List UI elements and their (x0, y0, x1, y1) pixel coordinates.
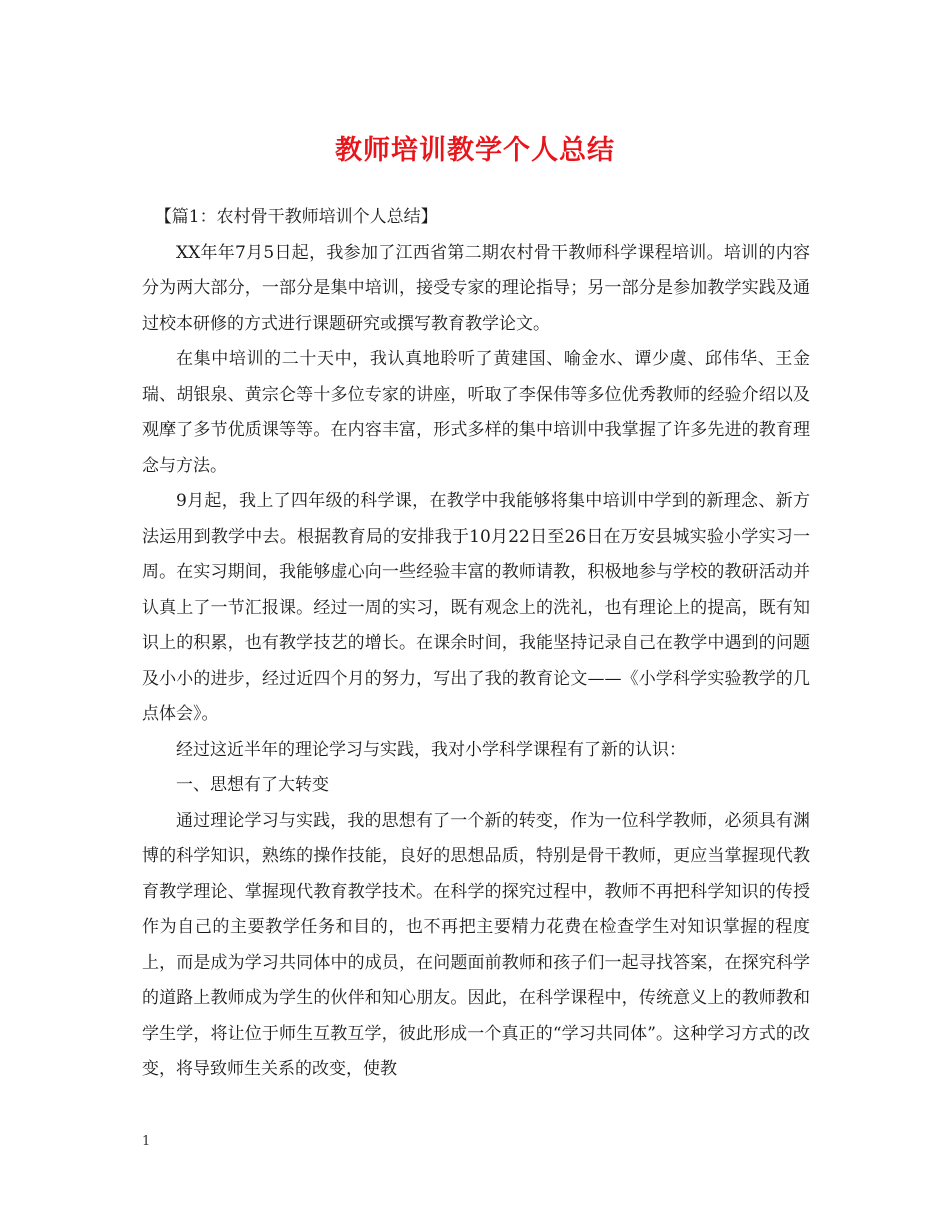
subheading-1: 一、思想有了大转变 (176, 775, 329, 795)
page-number: 1 (142, 1134, 151, 1149)
paragraph-2: 在集中培训的二十天中，我认真地聆听了黄建国、喻金水、谭少虞、邱伟华、王金瑞、胡银泉、黄宗仑等十多位专家的讲座，听取了李保伟等多位优秀教师的经验介绍以及观摩了多节优质课等等。在内容丰富，形式多样的集中培训中我掌握了许多先进的教育理念与方法。 (142, 349, 810, 476)
paragraph-4: 经过这近半年的理论学习与实践，我对小学科学课程有了新的认识： (176, 739, 686, 760)
document-title: 教师培训教学个人总结 (335, 135, 615, 166)
paragraph-5: 通过理论学习与实践，我的思想有了一个新的转变，作为一位科学教师，必须具有渊博的科学知识，熟练的操作技能，良好的思想品质，特别是骨干教师，更应当掌握现代教育教学理论、掌握现代教育教学技术。在科学的探究过程中，教师不再把科学知识的传授作为自己的主要教学任务和目的，也不再把主要精力花费在检查学生对知识掌握的程度上，而是成为学习共同体中的成员，在问题面前教师和孩子们一起寻找答案，在探究科学的道路上教师成为学生的伙伴和知心朋友。因此，在科学课程中，传统意义上的教师教和学生学，将让位于师生互教互学，彼此形成一个真正的“学习共同体”。这种学习方式的改变，将导致师生关系的改变，使教 (142, 810, 810, 1079)
document-body (142, 200, 810, 1088)
paragraph-1: XX年年7月5日起，我参加了江西省第二期农村骨干教师科学课程培训。培训的内容分为两大部分，一部分是集中培训，接受专家的理论指导；另一部分是参加教学实践及通过校本研修的方式进行课题研究或撰写教育教学论文。 (142, 242, 810, 334)
paragraph-3: 9月起，我上了四年级的科学课，在教学中我能够将集中培训中学到的新理念、新方法运用到教学中去。根据教育局的安排我于10月22日至26日在万安县城实验小学实习一周。在实习期间，我能够虚心向一些经验丰富的教师请教，积极地参与学校的教研活动并认真上了一节汇报课。经过一周的实习，既有观念上的洗礼，也有理论上的提高，既有知识上的积累，也有教学技艺的增长。在课余时间，我能坚持记录自己在教学中遇到的问题及小小的进步，经过近四个月的努力，写出了我的教育论文——《小学科学实验教学的几点体会》。 (142, 491, 810, 724)
section-heading: 【篇1：农村骨干教师培训个人总结】 (154, 207, 438, 227)
